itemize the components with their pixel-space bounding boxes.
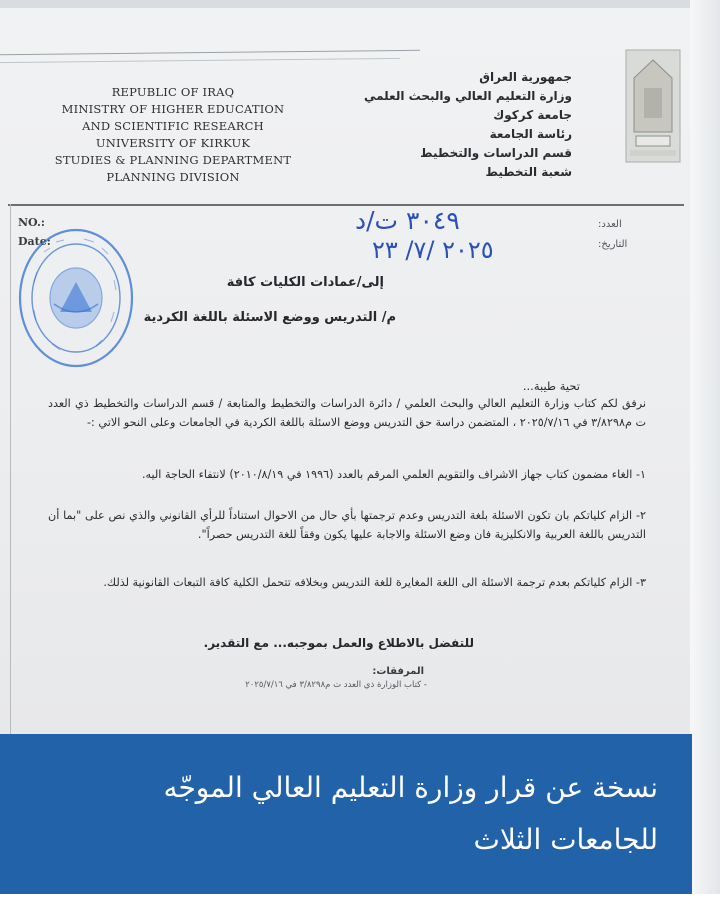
- arabic-date-label: التاريخ:: [598, 239, 628, 250]
- letter-paper: [0, 8, 692, 740]
- official-stamp: [14, 220, 138, 376]
- letter-item-2: ٢- الزام كلياتكم بان تكون الاسئلة بلغة التدريس وعدم ترجمتها بأي حال من الاحوال استناداً للرأي القانوني والذي نص على "بما أن التدريس باللغة العربية والانكليزية فان وضع الاسئلة والاجابة عليها يكون وفقاً للغة التدريس حصراً".: [48, 509, 646, 541]
- letterhead-line: وزارة التعليم العالي والبحث العلمي: [363, 89, 572, 103]
- top-edge: [0, 0, 720, 8]
- number-label: NO.:: [18, 216, 45, 229]
- letterhead-line: PLANNING DIVISION: [106, 170, 240, 184]
- letter-closing: للتفضل بالاطلاع والعمل بموجبه... مع التقدير.: [203, 636, 474, 650]
- letter-item-1: ١- الغاء مضمون كتاب جهاز الاشراف والتقويم العلمي المرقم بالعدد (١٩٩٦ في ٢٠١٠/٨/١٩) لانتفاء الحاجة اليه.: [141, 468, 646, 481]
- letterhead-line: جامعة كركوك: [493, 108, 572, 122]
- letterhead-line: MINISTRY OF HIGHER EDUCATION: [61, 102, 285, 116]
- header-separator: [8, 204, 684, 206]
- fold-line: [0, 58, 400, 63]
- english-letterhead: [38, 84, 308, 186]
- caption-text: نسخة عن قرار وزارة التعليم العالي الموجّه للجامعات الثلاث: [163, 771, 658, 856]
- letterhead-line: STUDIES & PLANNING DEPARTMENT: [54, 153, 292, 167]
- letter-greeting: تحية طيبة...: [522, 379, 580, 393]
- letterhead-line: رئاسة الجامعة: [489, 127, 572, 141]
- arabic-number-label: العدد:: [598, 219, 622, 230]
- date-label: Date:: [18, 235, 51, 248]
- handwritten-number: ٣٠٤٩ ت/د: [355, 206, 460, 235]
- photo-margin: [690, 0, 720, 909]
- letterhead-line: شعبة التخطيط: [485, 165, 572, 179]
- handwritten-date: ٢٠٢٥ /٧/ ٢٣: [372, 236, 494, 264]
- letterhead-line: AND SCIENTIFIC RESEARCH: [82, 119, 264, 133]
- letter-item-3: ٣- الزام كلياتكم بعدم ترجمة الاسئلة الى اللغة المغايرة للغة التدريس وبخلافه تتحمل الكلية كافة التبعات القانونية لذلك.: [103, 576, 646, 589]
- letter-subject: م/ التدريس ووضع الاسئلة باللغة الكردية: [143, 310, 396, 325]
- fold-line: [0, 50, 420, 55]
- letterhead-line: UNIVERSITY OF KIRKUK: [95, 136, 251, 150]
- attachments-title: المرفقات:: [372, 666, 424, 677]
- letter-paragraph: نرفق لكم كتاب وزارة التعليم العالي والبحث العلمي / دائرة الدراسات والتخطيط والمتابعة / قسم الدراسات والتخطيط ذي العدد ت م٣/٨٢٩٨ في ٢٠٢٥/٧/١٦ ، المتضمن دراسة حق التدريس ووضع الاسئلة باللغة الكردية في الجامعات وعلى النحو الاتي :-: [48, 397, 646, 429]
- paper-edge: [10, 204, 11, 734]
- letter-recipient: إلى/عمادات الكليات كافة: [226, 275, 384, 290]
- letterhead-line: REPUBLIC OF IRAQ: [111, 85, 235, 99]
- letterhead-line: قسم الدراسات والتخطيط: [420, 146, 572, 160]
- attachment-item: - كتاب الوزارة ذي العدد ت م٣/٨٢٩٨ في ٢٠٢٥/٧/١٦: [245, 680, 427, 690]
- letterhead-line: جمهورية العراق: [479, 70, 572, 84]
- arabic-letterhead: [363, 68, 572, 182]
- university-logo: [622, 48, 684, 166]
- bottom-margin: [0, 894, 720, 909]
